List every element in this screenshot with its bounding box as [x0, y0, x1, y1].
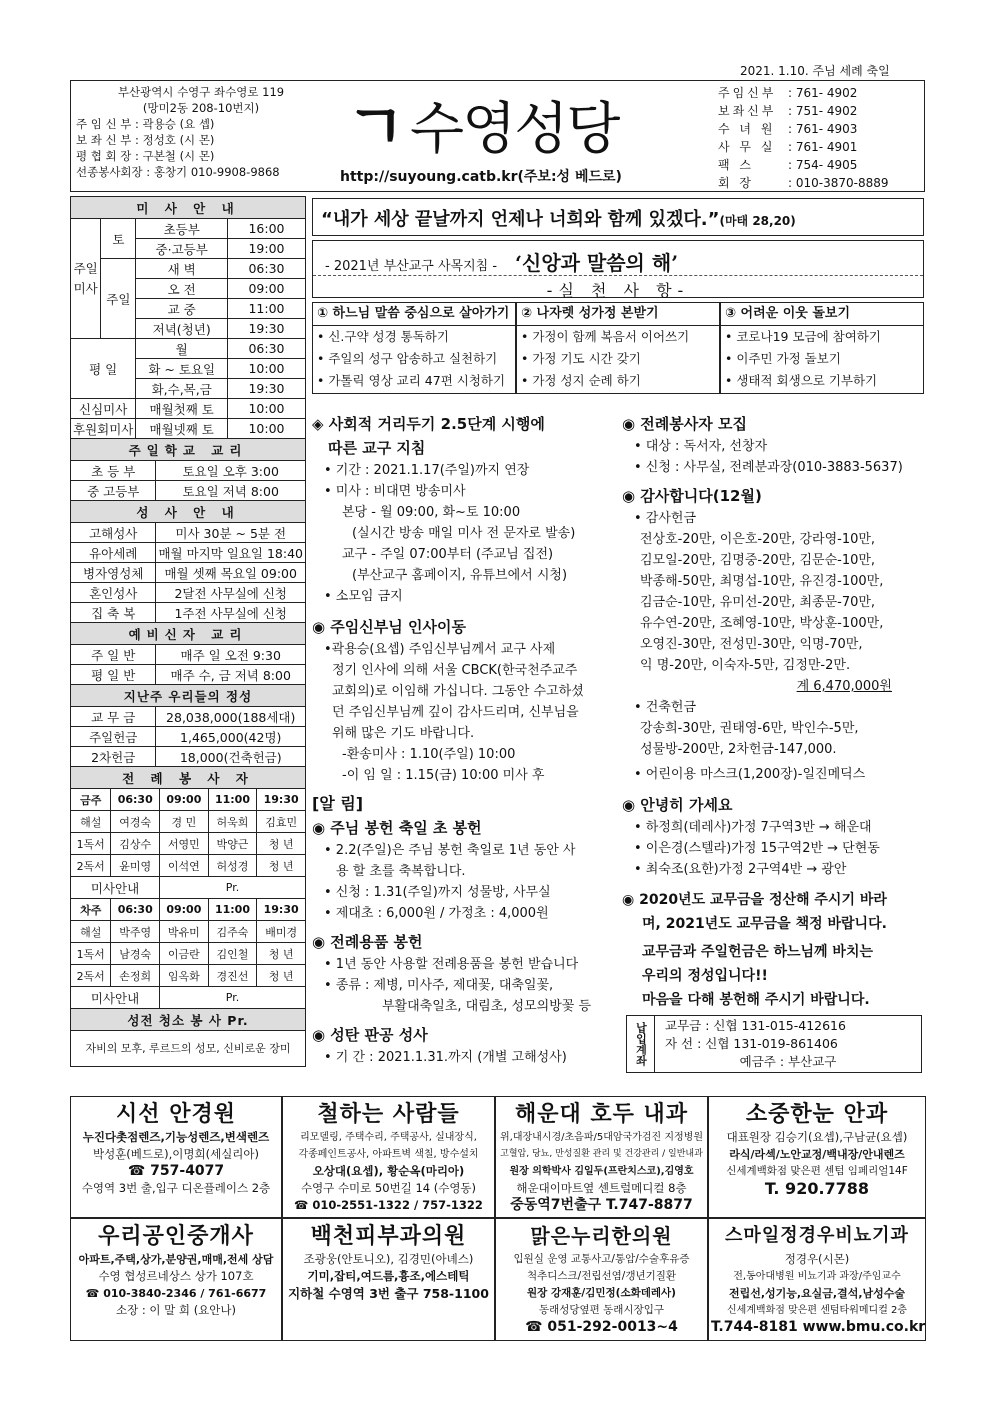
- article-heading: ◉ 감사합니다(12월): [622, 487, 762, 505]
- issue-date: 2021. 1.10. 주님 세례 축일: [740, 64, 890, 78]
- ad-block: 시선 안경원 누진다촛점렌즈,기능성렌즈,변색렌즈 박성훈(베드로),이명희(세실리아) ☎ 757-4077 수영역 3번 출,입구 디온플레이스 2층: [70, 1096, 282, 1218]
- article-heading: ◉ 전례용품 봉헌: [312, 933, 423, 951]
- address-line: 보 좌 신 부 : 정성호 (시 몬): [76, 133, 215, 147]
- mass-schedule-grid: 주일미사 토 초등부 16:00 중·고등부 19:00 주일 새 벽 06:30 오 전 09:00 교 중 11:00 저녁(청년) 19:30 평 일 월 06:30 화 ~ 토요일 10:00 화,수,목,금 19:30 신심미사 매월첫째 토 10:00 후원회미사 매월넷째 토 10:00: [70, 218, 306, 439]
- address-line: 평 협 회 장 : 구본철 (시 몬): [76, 149, 215, 163]
- practice-column: ② 나자렛 성가정 본받기 • 가정이 함께 복음서 이어쓰기 • 가정 기도 시간 갖기 • 가정 성지 순례 하기: [516, 302, 720, 394]
- advertisement-grid: [70, 1096, 926, 1341]
- news-column-right: ◉ 전례봉사자 모집 • 대상 : 독서자, 선창자 • 신청 : 사무실, 전례분과장(010-3883-5637) ◉ 감사합니다(12월) • 감사헌금 전상호-20만, 이은호-20만, 강라영-10만, 김모일-20만, 김명중-20만, 김문순-10만, 박종해-50만, 최명섭-10만, 유진경-100만, 김금순-10만, 유미선-20만, 최종문-70만, 유수연-20만, 조혜영-10만, 박상훈-100만, 오영진-30만, 전성민-30만, 익명-70만, 익 명-20만, 이숙자-5만, 김정만-2만. 계 6,470,000원 • 건축헌금 강송희-30만, 권태영-6만, 박인수-5만, 성물방-200만, 2차헌금-147,000. • 어린이용 마스크(1,200장)-일진메딕스 ◉ 안녕히 가세요 • 하정희(데레사)가정 7구역3반 → 해운대 • 이은경(스텔라)가정 15구역2반 → 단현동 • 최숙조(요한)가정 2구역4반 → 광안 ◉ 2020년도 교무금을 정산해 주시기 바라 며, 2021년도 교무금을 책정 바랍니다. 교무금과 주일헌금은 하느님께 바치는 우리의 정성입니다!! 마음을 다해 봉헌해 주시기 바랍니다.: [622, 412, 922, 1012]
- ad-block: 소중한눈 안과 대표원장 김승기(요셉),구남균(요셉) 라식/라섹/노안교정/백내장/안내렌즈 신세계백화점 맞은편 센텀 임페리얼14F T. 920.7788: [708, 1096, 926, 1218]
- logo-name: 수영성당: [410, 97, 619, 162]
- diocese-motto: - 2021년 부산교구 사목지침 - ‘신앙과 말씀의 해’ -실 천 사 항-: [312, 240, 924, 298]
- article-heading: ◈ 사회적 거리두기 2.5단계 시행에: [312, 415, 545, 433]
- contact-row: 사 무 실 : 761- 4901: [718, 140, 858, 154]
- address-line: 부산광역시 수영구 좌수영로 119: [117, 85, 285, 99]
- contact-list: [718, 84, 923, 192]
- parish-address: [76, 84, 326, 180]
- ad-block: 철하는 사람들 리모델링, 주택수리, 주택공사, 실내장식, 각종페인트공사, 아파트벽 색칠, 방수설치 오상대(요셉), 황순옥(마리아) 수영구 수미로 50번길 14 (수영동) ☎ 010-2551-1322 / 757-1322: [282, 1096, 495, 1218]
- scripture-quote: “내가 세상 끝날까지 언제나 너희와 함께 있겠다.”(마태 28,20): [312, 198, 924, 236]
- contact-row: 보좌신부 : 751- 4902: [718, 104, 858, 118]
- servers-table: 전 례 봉 사 자 금주 06:30 09:00 11:00 19:30 해설 여경숙 경 민 허욱희 김효민 1독서 김상수 서영민 박양근 청 년 2독서 윤미영 이석연 허성경 청 년 미사안내 Pr. 차주 06:30 09:00 11:00 19:30 해설 박주영 박유미 김주숙 배미경 1독서 남경숙 이금란 김인철 청 년 2독서 손정희 임옥화 경진선 청 년 미사안내 Pr. 성전 청소 봉 사 Pr. 자비의 모후, 루르드의 성모, 신비로운 장미: [70, 766, 306, 1067]
- thanks-total: 계 6,470,000원: [796, 679, 892, 694]
- mass-schedule-table: [70, 196, 306, 219]
- article-heading: ◉ 성탄 판공 성사: [312, 1026, 428, 1044]
- address-line: 선종봉사회장 : 홍창기 010-9908-9868: [76, 165, 280, 179]
- motto-title: ‘신앙과 말씀의 해’: [515, 251, 679, 275]
- homepage-link[interactable]: http://suyoung.catb.kr(주보:성 베드로): [340, 169, 622, 185]
- practice-column: ① 하느님 말씀 중심으로 살아가기 • 신.구약 성경 통독하기 • 주일의 성구 암송하고 실천하기 • 가톨릭 영상 교리 47편 시청하기: [312, 302, 516, 394]
- mass-title: 미 사 안 내: [71, 197, 306, 219]
- dues-label: 납입계좌: [627, 1016, 655, 1072]
- contact-row: 팩 스 : 754- 4905: [718, 158, 858, 172]
- article-heading: ◉ 전례봉사자 모집: [622, 415, 747, 433]
- notice-heading: [알 림]: [312, 794, 364, 813]
- practice-columns: [312, 302, 924, 394]
- ad-block: 백천피부과의원 조광웅(안토니오), 김경민(아녜스) 기미,잡티,여드름,흉조,에스테틱 지하철 수영역 3번 출구 758-1100: [282, 1218, 495, 1341]
- ad-block: 우리공인중개사 아파트,주택,상가,분양권,매매,전세 상담 수영 협성르네상스 상가 107호 ☎ 010-3840-2346 / 761-6677 소장 : 이 말 희 (요안나): [70, 1218, 282, 1341]
- contact-row: 수 녀 원 : 761- 4903: [718, 122, 858, 136]
- article-heading: ◉ 주임신부님 인사이동: [312, 618, 466, 636]
- ad-block: 스마일정경우비뇨기과 정경우(시몬) 전,동아대병원 비뇨기과 과장/주임교수 전립선,성기능,요실금,결석,남성수술 신세계백화점 맞은편 센텀타워메디컬 2층 T.744-8181 www.bmu.co.kr: [708, 1218, 926, 1341]
- contact-row: 주임신부 : 761- 4902: [718, 86, 858, 100]
- parish-logo: [340, 84, 690, 188]
- news-column-left: ◈ 사회적 거리두기 2.5단계 시행에 따른 교구 지침 • 기간 : 2021.1.17(주일)까지 연장 • 미사 : 비대면 방송미사 본당 - 월 09:00, 화~토 10:00 (실시간 방송 매일 미사 전 문자로 발송) 교구 - 주일 07:00부터 (주교님 집전) (부산교구 홈페이지, 유튜브에서 시청) • 소모임 금지 ◉ 주임신부님 인사이동 •곽용승(요셉) 주임신부님께서 교구 사제 정기 인사에 의해 서울 CBCK(한국천주교주 교회의)로 이임해 가십니다. 그동안 수고하셨 던 주임신부님께 깊이 감사드리며, 신부님을 위해 많은 기도 바랍니다. -환송미사 : 1.10(주일) 10:00 -이 임 일 : 1.15(금) 10:00 미사 후 [알 림] ◉ 주님 봉헌 축일 초 봉헌 • 2.2(주일)은 주님 봉헌 축일로 1년 동안 사 용 할 초를 축복합니다. • 신청 : 1.31(주일)까지 성물방, 사무실 • 제대초 : 6,000원 / 가정초 : 4,000원 ◉ 전례용품 봉헌 • 1년 동안 사용할 전례용품을 봉헌 받습니다 • 종류 : 제병, 미사주, 제대꽃, 대축일꽃, 부활대축일초, 대림초, 성모의방꽃 등 ◉ 성탄 판공 성사 • 기 간 : 2021.1.31.까지 (개별 고해성사): [312, 412, 618, 1068]
- school-table: 주일학교 교리 초 등 부 토요일 오후 3:00 중 고등부 토요일 저녁 8:00 성 사 안 내 고해성사 미사 30분 ~ 5분 전 유아세례 매월 마지막 일요일 18:40 병자영성체 매월 셋째 목요일 09:00 혼인성사 2달전 사무실에 신청 집 축 복 1주전 사무실에 신청 예비신자 교리 주 일 반 매주 일 오전 9:30 평 일 반 매주 수, 금 저녁 8:00 지난주 우리들의 정성 교 무 금 28,038,000(188세대) 주일헌금 1,465,000(42명) 2차헌금 18,000(건축헌금): [70, 438, 306, 767]
- info-sidebar: [70, 196, 306, 1067]
- address-line: 주 임 신 부 : 곽용승 (요 셉): [76, 117, 215, 131]
- ad-block: 해운대 호두 내과 위,대장내시경/초음파/5대암국가검진 지정병원 고혈압, 당뇨, 만성질환 관리 및 건강관리 / 일반내과 원장 의학박사 김일두(프란치스코),김영호 해운대이마트옆 센트럴메디컬 8층 중동역7번출구 T.747-8877: [495, 1096, 708, 1218]
- contact-row: 회 장 : 010-3870-8889: [718, 176, 889, 190]
- practice-column: ③ 어려운 이웃 돌보기 • 코로나19 모금에 참여하기 • 이주민 가정 돌보기 • 생태적 회생으로 기부하기: [720, 302, 924, 394]
- dues-account-box: 납입계좌 교무금 : 신협 131-015-412616 자 선 : 신협 131-019-861406 예금주 : 부산교구: [626, 1015, 922, 1073]
- motto-subtitle: -실 천 사 항-: [313, 275, 923, 301]
- article-heading: ◉ 안녕히 가세요: [622, 796, 733, 814]
- ad-block: 맑은누리한의원 입원실 운영 교통사고/통암/수술후유증 척추디스크/전립선염/갱년기질환 원장 강재훈/김민정(소화데레사) 동래성당옆편 동래시장입구 ☎ 051-292-0013~4: [495, 1218, 708, 1341]
- address-line: (망미2동 208-10번지): [142, 101, 260, 115]
- article-heading: ◉ 주님 봉헌 축일 초 봉헌: [312, 819, 482, 837]
- logo-mark: ㄱ: [346, 90, 406, 163]
